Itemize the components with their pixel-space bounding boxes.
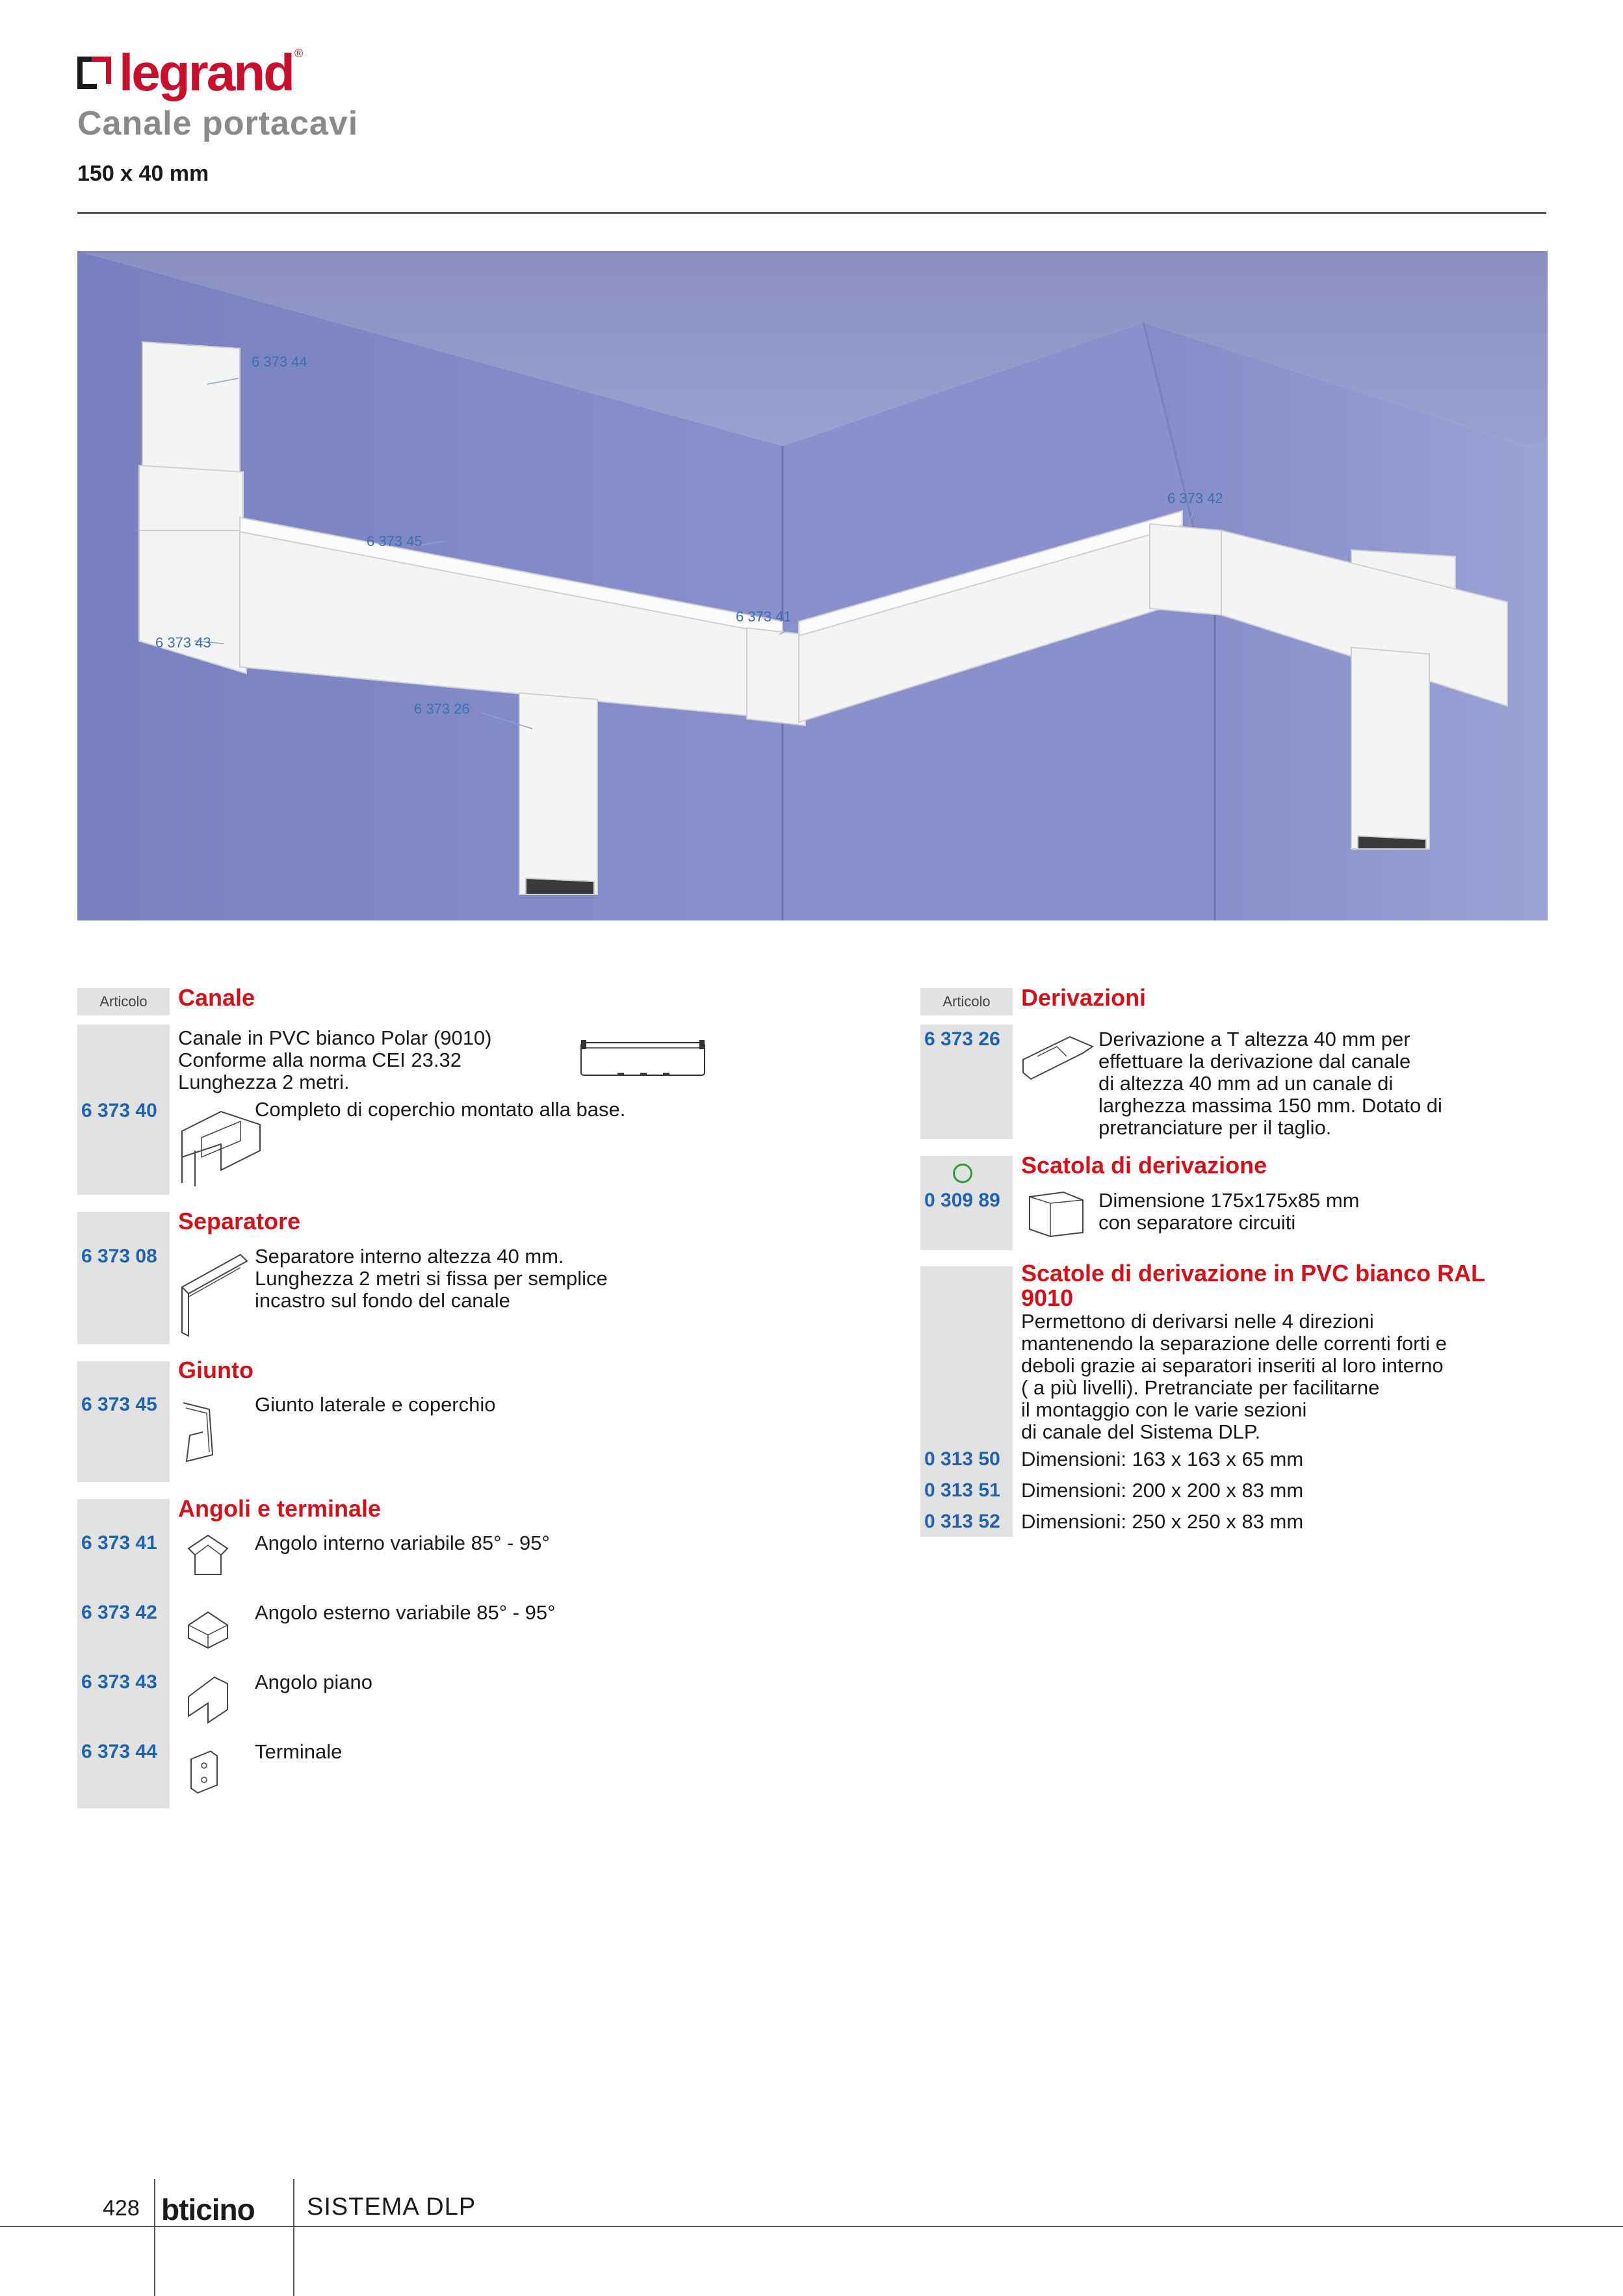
canale-note-text: Completo di coperchio montato alla base. xyxy=(255,1098,626,1121)
page-title: Canale portacavi xyxy=(77,105,359,142)
derivazioni-line: effettuare la derivazione dal canale xyxy=(1098,1050,1411,1073)
section-title-angoli: Angoli e terminale xyxy=(178,1495,382,1522)
scatola-line: Dimensione 175x175x85 mm xyxy=(1098,1189,1360,1212)
brand-name: legrand xyxy=(119,44,293,101)
canale-line: Canale in PVC bianco Polar (9010) xyxy=(178,1026,492,1049)
canale-description xyxy=(178,1027,492,1093)
footer-rule xyxy=(154,2179,155,2296)
page-subtitle: 150 x 40 mm xyxy=(77,161,209,186)
article-code: 0 313 51 xyxy=(924,1480,1000,1501)
canale-line: Lunghezza 2 metri. xyxy=(178,1071,350,1093)
derivazioni-line: larghezza massima 150 mm. Dotato di xyxy=(1098,1094,1442,1117)
terminale-description xyxy=(255,1741,342,1763)
callout-angolo-interno: 6 373 41 xyxy=(736,608,792,625)
code-cell-separatore xyxy=(77,1212,170,1344)
angolo-esterno-icon xyxy=(182,1606,234,1651)
legrand-logo-mark xyxy=(77,57,111,89)
scatola-pvc-dimension xyxy=(1021,1511,1303,1533)
dimension-text: Dimensioni: 200 x 200 x 83 mm xyxy=(1021,1479,1304,1502)
angolo-interno-icon xyxy=(182,1529,234,1581)
canale-product-icon xyxy=(175,1105,266,1190)
article-code: 6 373 43 xyxy=(81,1671,157,1693)
scatole-pvc-line: deboli grazie ai separatori inseriti al loro interno xyxy=(1021,1354,1444,1377)
angolo-piano-icon xyxy=(182,1671,234,1729)
header-divider xyxy=(77,212,1546,214)
articolo-header-left: Articolo xyxy=(77,988,170,1015)
giunto-product-icon xyxy=(177,1396,222,1468)
article-code: 6 373 41 xyxy=(81,1532,157,1554)
article-code: 6 373 40 xyxy=(81,1100,157,1121)
section-title-scatole-pvc xyxy=(1021,1261,1485,1311)
scatole-pvc-line: di canale del Sistema DLP. xyxy=(1021,1420,1261,1443)
code-cell-giunto xyxy=(77,1361,170,1482)
scatole-pvc-title-line: 9010 xyxy=(1021,1285,1074,1311)
bticino-logo: bticino xyxy=(161,2193,255,2226)
footer-rule xyxy=(293,2179,294,2296)
scatola-pvc-dimension xyxy=(1021,1480,1303,1502)
callout-derivazione: 6 373 26 xyxy=(414,701,470,717)
page-number: 428 xyxy=(103,2196,140,2221)
canale-line: Conforme alla norma CEI 23.32 xyxy=(178,1049,461,1071)
section-title-scatola: Scatola di derivazione xyxy=(1021,1152,1267,1179)
dimension-text: Dimensioni: 250 x 250 x 83 mm xyxy=(1021,1510,1304,1533)
separatore-description xyxy=(255,1246,608,1312)
scatole-pvc-line: il montaggio con le varie sezioni xyxy=(1021,1398,1307,1421)
callout-terminale: 6 373 44 xyxy=(252,354,307,370)
article-code: 6 373 42 xyxy=(81,1602,157,1623)
canale-section-drawing xyxy=(578,1036,708,1079)
giunto-text: Giunto laterale e coperchio xyxy=(255,1393,496,1416)
article-code: 0 313 52 xyxy=(924,1511,1000,1532)
derivazioni-description xyxy=(1098,1028,1442,1139)
callout-angolo-piano: 6 373 43 xyxy=(155,634,211,651)
scatole-pvc-line: mantenendo la separazione delle correnti forti e xyxy=(1021,1332,1447,1355)
section-title-canale: Canale xyxy=(178,984,255,1011)
derivazione-t-icon xyxy=(1018,1027,1096,1086)
separatore-line: Lunghezza 2 metri si fissa per semplice xyxy=(255,1267,608,1290)
separatore-product-icon xyxy=(175,1248,253,1339)
article-code: 0 313 50 xyxy=(924,1448,1000,1470)
scatola-description xyxy=(1098,1190,1360,1234)
separatore-line: Separatore interno altezza 40 mm. xyxy=(255,1245,564,1268)
scatole-pvc-line: Permettono di derivarsi nelle 4 direzioni xyxy=(1021,1310,1374,1333)
registered-mark: ® xyxy=(294,47,304,60)
angolo-piano-description xyxy=(255,1671,372,1693)
angolo-text: Angolo piano xyxy=(255,1671,372,1693)
article-code: 6 373 08 xyxy=(81,1246,157,1267)
giunto-description xyxy=(255,1394,496,1416)
angolo-text: Terminale xyxy=(255,1740,343,1763)
legrand-logo xyxy=(77,44,304,101)
series-name: SISTEMA DLP xyxy=(307,2193,476,2221)
article-code: 6 373 26 xyxy=(924,1028,1000,1050)
angolo-esterno-description xyxy=(255,1602,556,1624)
article-code: 6 373 45 xyxy=(81,1394,157,1415)
article-code: 0 309 89 xyxy=(924,1190,1000,1211)
scatola-pvc-dimension xyxy=(1021,1448,1303,1470)
article-code: 6 373 44 xyxy=(81,1741,157,1762)
eco-label-icon xyxy=(953,1164,972,1183)
scatole-pvc-description xyxy=(1021,1311,1447,1443)
section-title-giunto: Giunto xyxy=(178,1357,253,1383)
derivazioni-line: pretranciature per il taglio. xyxy=(1098,1116,1332,1139)
scatola-line: con separatore circuiti xyxy=(1098,1211,1296,1234)
section-title-separatore: Separatore xyxy=(178,1208,301,1234)
derivazioni-line: Derivazione a T altezza 40 mm per xyxy=(1098,1028,1410,1050)
angolo-interno-description xyxy=(255,1532,550,1554)
derivazioni-line: di altezza 40 mm ad un canale di xyxy=(1098,1072,1394,1095)
dimension-text: Dimensioni: 163 x 163 x 65 mm xyxy=(1021,1448,1304,1470)
scatole-pvc-title-line: Scatole di derivazione in PVC bianco RAL xyxy=(1021,1260,1486,1286)
terminale-icon xyxy=(185,1746,224,1798)
callout-giunto: 6 373 45 xyxy=(367,533,422,549)
product-illustration xyxy=(77,251,1548,920)
articolo-header-right: Articolo xyxy=(920,988,1013,1015)
canale-note xyxy=(255,1099,625,1121)
callout-angolo-esterno: 6 373 42 xyxy=(1167,490,1223,506)
scatola-derivazione-icon xyxy=(1024,1187,1089,1239)
scatole-pvc-line: ( a più livelli). Pretranciate per facilitarne xyxy=(1021,1376,1380,1399)
angolo-text: Angolo esterno variabile 85° - 95° xyxy=(255,1601,556,1624)
angolo-text: Angolo interno variabile 85° - 95° xyxy=(255,1532,550,1554)
section-title-derivazioni: Derivazioni xyxy=(1021,984,1147,1011)
installation-scene xyxy=(77,251,1548,920)
separatore-line: incastro sul fondo del canale xyxy=(255,1289,510,1312)
